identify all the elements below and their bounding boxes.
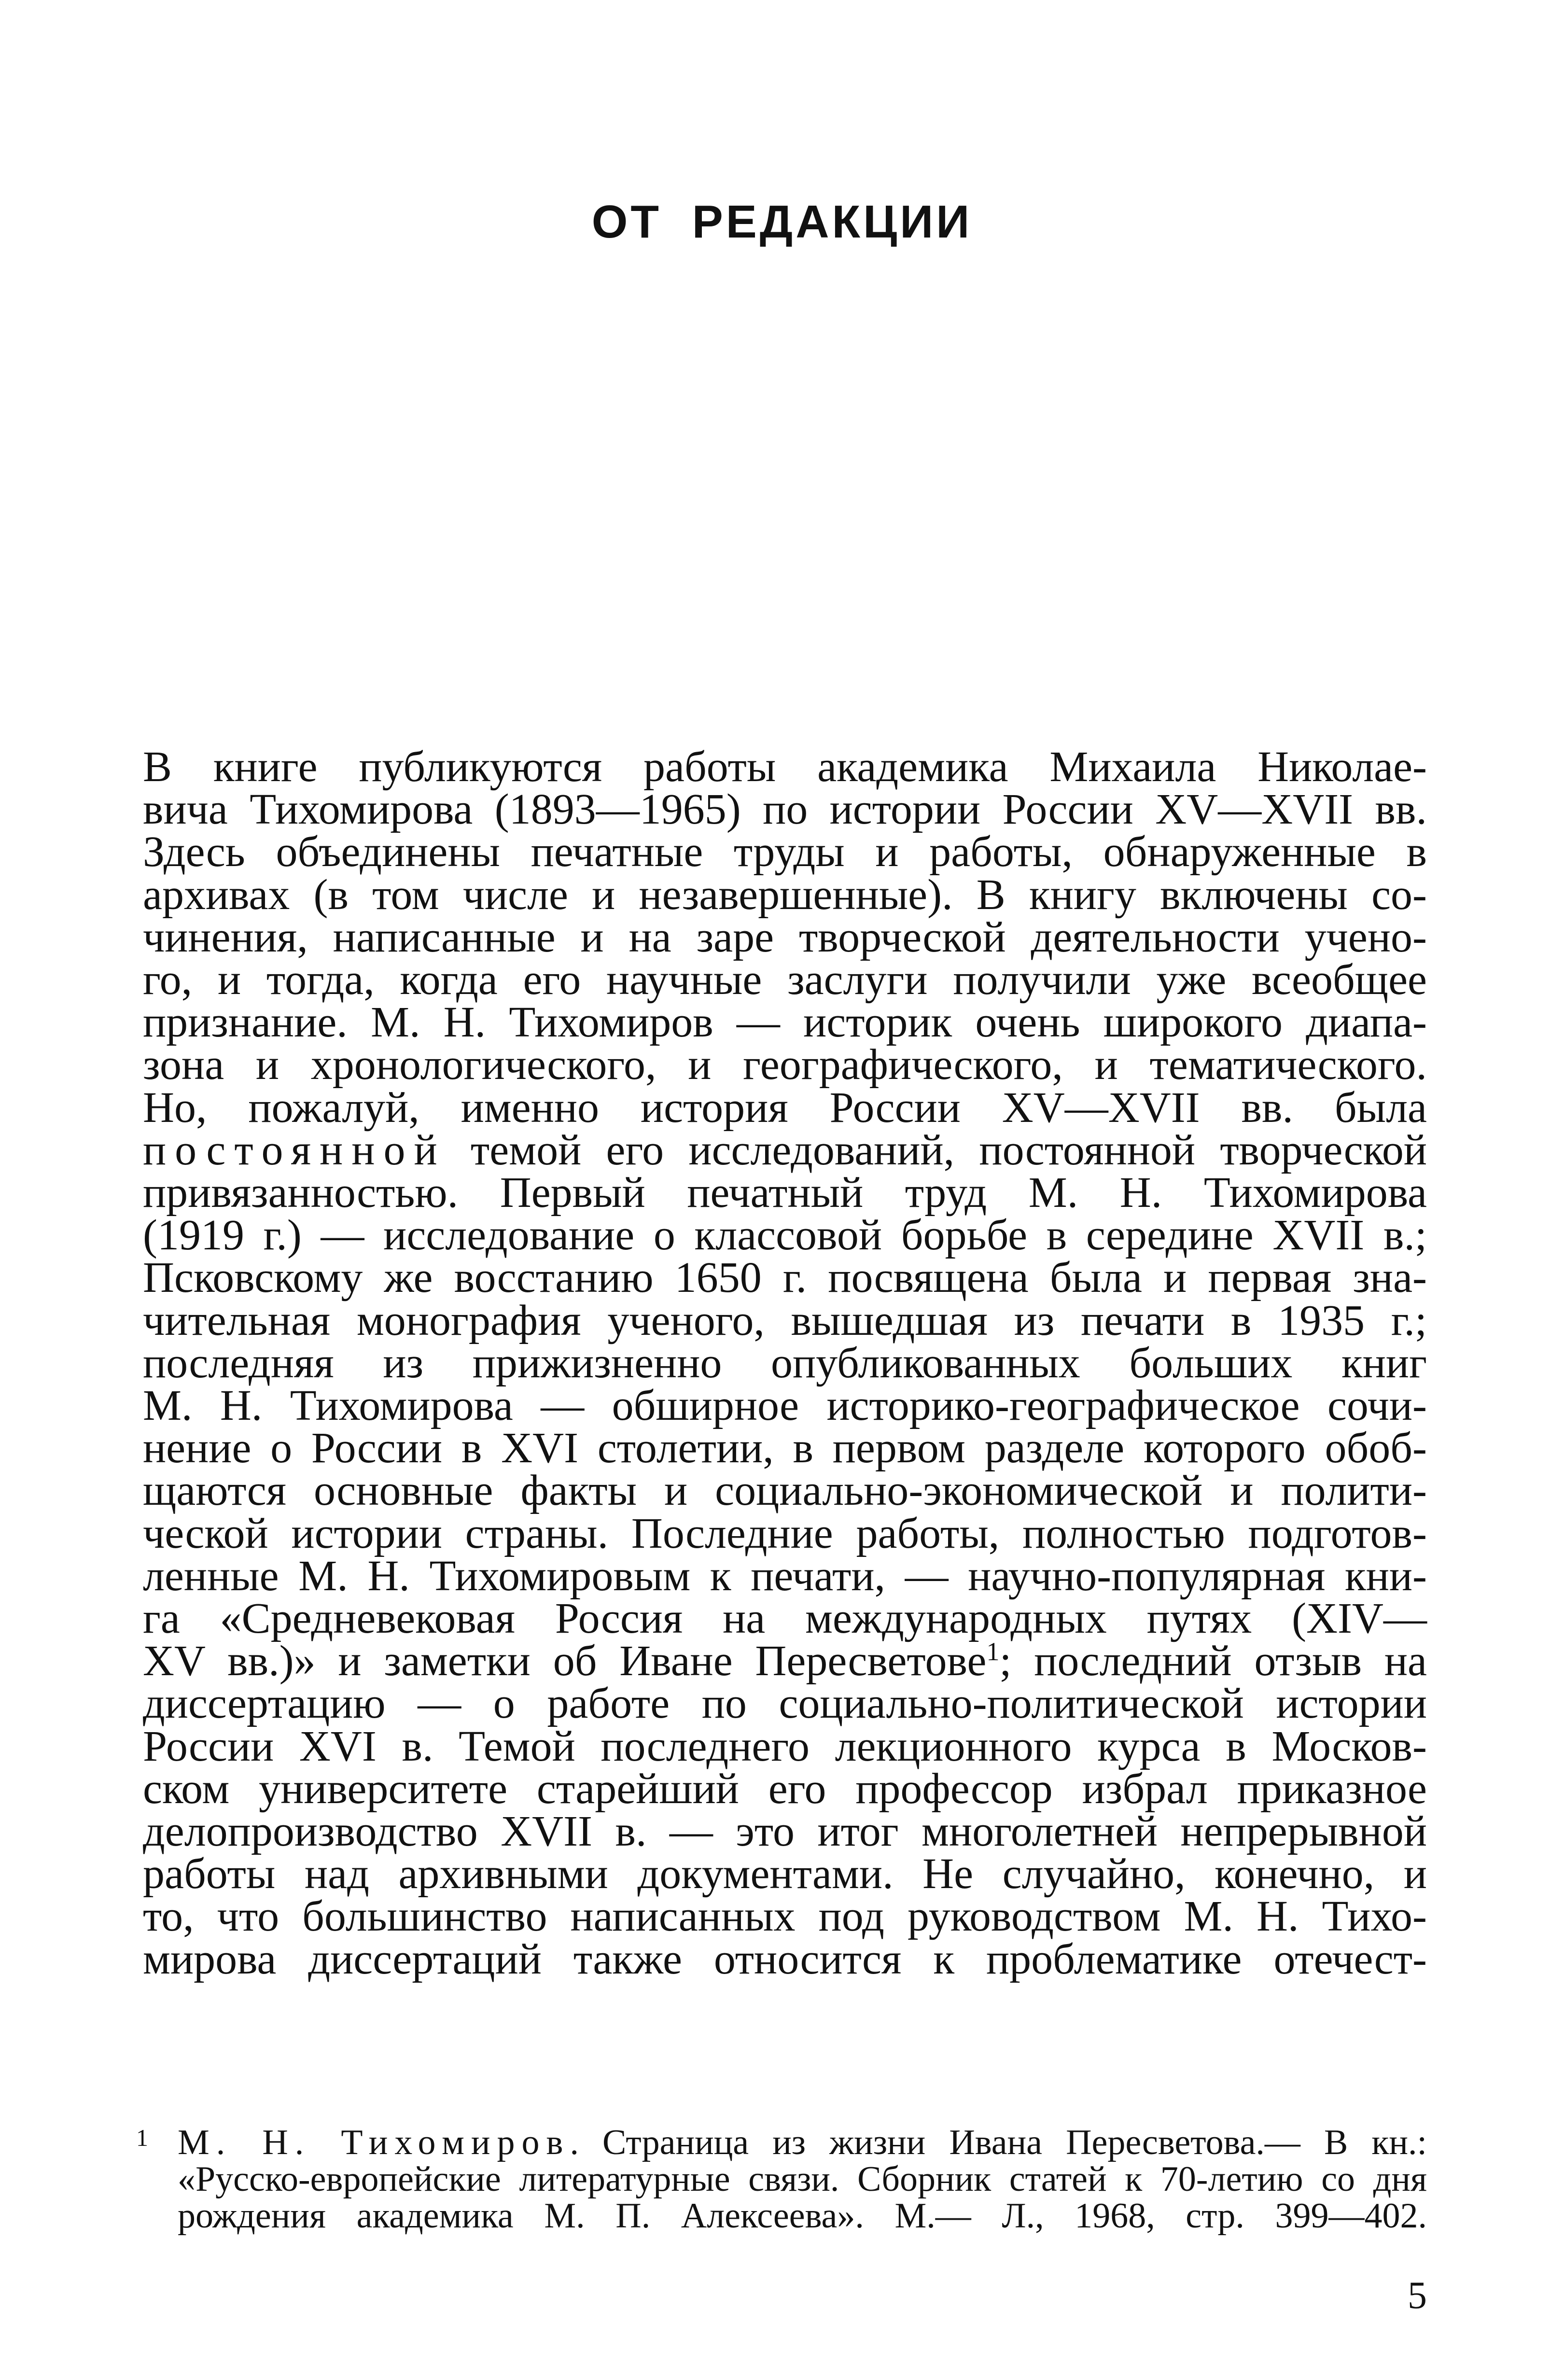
footnote-reference: 1 (986, 1637, 1000, 1666)
footnote (136, 2123, 1427, 2236)
body-line: ском университете старейший его профессор избрал приказное (143, 1764, 1427, 1813)
body-line: (1919 г.) — исследование о классовой борьбе в середине XVII в.; (143, 1211, 1427, 1260)
footnote-line-tail: . Страница из жизни Ивана Пересветова.— В кн.: (570, 2123, 1427, 2162)
body-line: го, и тогда, когда его научные заслуги получили уже всеобщее (143, 956, 1427, 1004)
body-line: га «Средневековая Россия на международных путях (XIV— (143, 1595, 1427, 1643)
footnote-line (143, 2124, 1427, 2161)
body-line-head: XV вв.)» и заметки об Иване Пересветове (143, 1637, 987, 1685)
body-line: архивах (в том числе и незавершенные). В книгу включены со- (143, 870, 1427, 919)
body-line: вича Тихомирова (1893—1965) по истории России XV—XVII вв. (143, 785, 1427, 834)
body-line-tail: темой его исследований, постоянной творческой (470, 1126, 1427, 1174)
body-line: В книге публикуются работы академика Михаила Николае- (143, 743, 1427, 791)
body-line: делопроизводство XVII в. — это итог многолетней непрерывной (143, 1807, 1427, 1856)
body-text (143, 743, 1427, 1983)
body-line: чительная монография ученого, вышедшая из печати в 1935 г.; (143, 1296, 1427, 1344)
body-line (143, 1126, 1427, 1174)
body-line: ческой истории страны. Последние работы, полностью подготов- (143, 1509, 1427, 1557)
footnote-author: М. Н. Тихомиров (178, 2123, 570, 2162)
body-line: признание. М. Н. Тихомиров — историк очень широкого диапа- (143, 998, 1427, 1047)
body-line: зона и хронологического, и географического, и тематического. (143, 1041, 1427, 1089)
footnote-line: «Русско-европейские литературные связи. Сборник статей к 70-летию со дня (178, 2159, 1427, 2199)
body-line: Но, пожалуй, именно история России XV—XVII вв. была (143, 1083, 1427, 1132)
body-line: мирова диссертаций также относится к проблематике отечест- (143, 1935, 1427, 1983)
body-line: работы над архивными документами. Не случайно, конечно, и (143, 1850, 1427, 1898)
emphasized-word: постоянной (143, 1126, 446, 1174)
body-line: чинения, написанные и на заре творческой деятельности учено- (143, 913, 1427, 961)
footnote-line: рождения академика М. П. Алексеева». М.— Л., 1968, стр. 399—402. (178, 2196, 1427, 2236)
body-line: привязанностью. Первый печатный труд М. Н. Тихомирова (143, 1169, 1427, 1217)
footnote-mark: 1 (136, 2124, 148, 2151)
body-line: последняя из прижизненно опубликованных больших книг (143, 1339, 1427, 1387)
body-line: то, что большинство написанных под руководством М. Н. Тихо- (143, 1892, 1427, 1941)
body-line-tail: ; последний отзыв на (999, 1637, 1427, 1685)
body-line: диссертацию — о работе по социально-политической истории (143, 1680, 1427, 1728)
body-line: России XVI в. Темой последнего лекционного курса в Москов- (143, 1722, 1427, 1770)
body-line: нение о России в XVI столетии, в первом разделе которого обоб- (143, 1424, 1427, 1472)
body-line: Псковскому же восстанию 1650 г. посвящена была и первая зна- (143, 1254, 1427, 1302)
page-number: 5 (1408, 2274, 1427, 2317)
body-line: ленные М. Н. Тихомировым к печати, — научно-популярная кни- (143, 1552, 1427, 1600)
body-line (143, 1637, 1427, 1685)
body-line: щаются основные факты и социально-экономической и полити- (143, 1467, 1427, 1515)
body-line: М. Н. Тихомирова — обширное историко-географическое сочи- (143, 1382, 1427, 1430)
body-line: Здесь объединены печатные труды и работы, обнаруженные в (143, 828, 1427, 876)
page-title: ОТ РЕДАКЦИИ (591, 196, 973, 248)
